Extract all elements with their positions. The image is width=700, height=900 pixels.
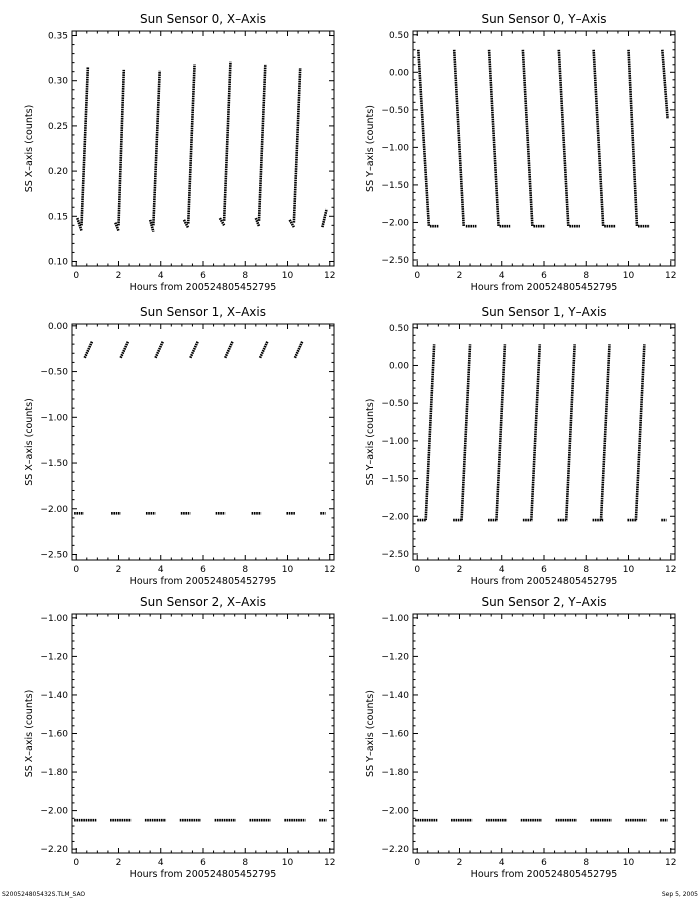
x-tick-label: 8	[583, 271, 590, 281]
x-tick-label: 4	[498, 565, 505, 575]
chart-panel-4	[24, 595, 336, 880]
x-tick-label: 12	[665, 565, 677, 575]
y-tick-label: −1.80	[40, 768, 68, 779]
plot-frame	[413, 614, 675, 853]
y-tick-label: −1.20	[40, 652, 68, 663]
y-tick-label: −1.00	[40, 613, 68, 624]
x-tick-label: 2	[115, 271, 122, 281]
y-tick-label: 0.35	[47, 31, 68, 42]
x-tick-label: 4	[498, 271, 505, 281]
plot-frame	[72, 614, 334, 853]
data-point-group	[462, 344, 470, 520]
y-tick-label: 0.25	[47, 121, 68, 132]
data-point-group	[496, 344, 504, 520]
x-tick-label: 10	[622, 565, 635, 575]
y-tick-label: −1.40	[381, 690, 409, 701]
plot-frame	[413, 324, 675, 560]
data-point-group	[118, 70, 123, 225]
x-tick-label: 10	[281, 271, 294, 281]
chart-title: Sun Sensor 0, X–Axis	[140, 12, 266, 26]
x-axis-label: Hours from 200524805452795	[129, 282, 277, 293]
plot-frame	[72, 324, 334, 560]
x-axis-label: Hours from 200524805452795	[470, 869, 618, 880]
x-tick-label: 8	[583, 858, 590, 868]
y-tick-label: −1.80	[381, 768, 409, 779]
data-point-group	[601, 344, 609, 520]
y-axis-label: SS X–axis (counts)	[24, 104, 35, 193]
x-tick-label: 2	[115, 858, 122, 868]
x-tick-label: 12	[324, 565, 336, 575]
y-tick-label: −0.50	[40, 367, 68, 378]
plot-frame	[72, 31, 334, 266]
y-tick-label: −1.40	[40, 690, 68, 701]
y-axis-label: SS X–axis (counts)	[24, 689, 35, 778]
y-tick-label: −1.00	[381, 613, 409, 624]
y-tick-label: 0.20	[47, 167, 68, 178]
data-point-group	[594, 50, 604, 226]
y-tick-label: −2.50	[381, 255, 409, 266]
data-point-group	[629, 50, 637, 226]
data-point-group	[190, 341, 197, 357]
y-tick-label: −2.50	[40, 550, 68, 561]
plot-frame	[413, 31, 675, 266]
data-point-group	[636, 344, 644, 520]
x-tick-label: 10	[622, 858, 635, 868]
x-tick-label: 8	[583, 565, 590, 575]
x-tick-label: 4	[498, 858, 505, 868]
y-tick-label: 0.30	[47, 76, 68, 87]
x-tick-label: 0	[414, 271, 421, 281]
x-tick-label: 0	[73, 858, 80, 868]
x-tick-label: 10	[281, 565, 294, 575]
y-tick-label: −1.60	[381, 729, 409, 740]
chart-panel-1	[365, 12, 677, 293]
y-tick-label: −2.50	[381, 549, 409, 560]
x-tick-label: 0	[414, 858, 421, 868]
footer-date: Sep 5, 2005	[661, 891, 698, 898]
y-tick-label: −1.50	[381, 180, 409, 191]
y-tick-label: −2.20	[40, 845, 68, 856]
y-tick-label: −1.00	[381, 143, 409, 154]
data-point-group	[259, 64, 265, 220]
y-tick-label: −1.00	[381, 436, 409, 447]
y-tick-label: 0.50	[388, 323, 409, 334]
chart-title: Sun Sensor 1, X–Axis	[140, 305, 266, 319]
x-tick-label: 2	[115, 565, 122, 575]
y-tick-label: 0.00	[388, 361, 409, 372]
y-axis-label: SS Y–axis (counts)	[365, 690, 376, 777]
x-tick-label: 6	[200, 858, 206, 868]
x-tick-label: 10	[281, 858, 294, 868]
data-point-group	[225, 341, 232, 357]
x-tick-label: 4	[157, 565, 164, 575]
x-tick-label: 0	[73, 565, 80, 575]
y-tick-label: −1.60	[40, 729, 68, 740]
data-point-group	[489, 50, 499, 226]
y-axis-label: SS Y–axis (counts)	[365, 398, 376, 486]
chart-panel-3	[365, 305, 677, 587]
data-point-group	[454, 50, 464, 226]
data-point-group	[295, 341, 302, 357]
x-axis-label: Hours from 200524805452795	[470, 282, 618, 293]
y-tick-label: −1.50	[381, 474, 409, 485]
data-point-group	[82, 67, 88, 225]
y-tick-label: −2.20	[381, 845, 409, 856]
y-axis-label: SS X–axis (counts)	[24, 398, 35, 486]
chart-panel-5	[365, 595, 677, 880]
y-tick-label: −2.00	[381, 218, 409, 229]
y-tick-label: −1.00	[40, 413, 68, 424]
data-point-group	[224, 62, 230, 221]
y-tick-label: 0.50	[388, 30, 409, 41]
y-tick-label: −1.50	[40, 459, 68, 470]
y-tick-label: −2.00	[40, 806, 68, 817]
data-point-group	[153, 71, 159, 226]
data-point-group	[426, 344, 434, 520]
y-tick-label: −1.20	[381, 652, 409, 663]
x-tick-label: 6	[541, 565, 547, 575]
y-tick-label: −2.00	[40, 504, 68, 515]
y-tick-label: −0.50	[381, 105, 409, 116]
x-tick-label: 12	[324, 858, 336, 868]
x-axis-label: Hours from 200524805452795	[470, 576, 618, 587]
x-tick-label: 2	[456, 858, 463, 868]
chart-panel-2	[24, 305, 336, 587]
data-point-group	[418, 50, 429, 226]
y-tick-label: −2.00	[381, 806, 409, 817]
data-point-group	[662, 50, 667, 119]
x-tick-label: 12	[665, 858, 677, 868]
x-tick-label: 6	[541, 858, 547, 868]
data-point-group	[322, 209, 326, 227]
data-point-group	[85, 341, 92, 357]
x-tick-label: 10	[622, 271, 635, 281]
data-point-group	[523, 50, 533, 226]
data-point-group	[531, 344, 539, 520]
x-tick-label: 8	[242, 858, 249, 868]
chart-panel-0	[24, 12, 336, 293]
x-tick-label: 2	[456, 271, 463, 281]
y-tick-label: 0.00	[47, 321, 68, 332]
x-tick-label: 6	[200, 565, 206, 575]
x-tick-label: 4	[157, 271, 164, 281]
x-tick-label: 8	[242, 565, 249, 575]
x-tick-label: 0	[414, 565, 421, 575]
data-point-group	[294, 68, 300, 223]
x-tick-label: 6	[541, 271, 547, 281]
x-axis-label: Hours from 200524805452795	[129, 576, 277, 587]
x-tick-label: 8	[242, 271, 249, 281]
chart-title: Sun Sensor 2, X–Axis	[140, 595, 266, 609]
data-point-group	[260, 341, 267, 357]
y-tick-label: −0.50	[381, 399, 409, 410]
x-tick-label: 0	[73, 271, 80, 281]
data-point-group	[559, 50, 569, 226]
footer-file-name: S200524805432S.TLM_SAO	[2, 891, 86, 898]
x-tick-label: 12	[324, 271, 336, 281]
y-tick-label: 0.15	[47, 212, 68, 223]
data-point-group	[121, 341, 128, 357]
y-axis-label: SS Y–axis (counts)	[365, 105, 376, 192]
data-point-group	[220, 218, 224, 225]
chart-title: Sun Sensor 1, Y–Axis	[481, 305, 607, 319]
x-tick-label: 12	[665, 271, 677, 281]
y-tick-label: 0.10	[47, 257, 68, 268]
chart-title: Sun Sensor 2, Y–Axis	[481, 595, 607, 609]
x-tick-label: 6	[200, 271, 206, 281]
x-axis-label: Hours from 200524805452795	[129, 869, 277, 880]
x-tick-label: 2	[456, 565, 463, 575]
chart-title: Sun Sensor 0, Y–Axis	[481, 12, 607, 26]
y-tick-label: 0.00	[388, 68, 409, 79]
data-point-group	[188, 64, 194, 223]
y-tick-label: −2.00	[381, 512, 409, 523]
data-point-group	[155, 341, 162, 357]
chart-panels	[24, 12, 677, 880]
data-point-group	[566, 344, 574, 520]
x-tick-label: 4	[157, 858, 164, 868]
